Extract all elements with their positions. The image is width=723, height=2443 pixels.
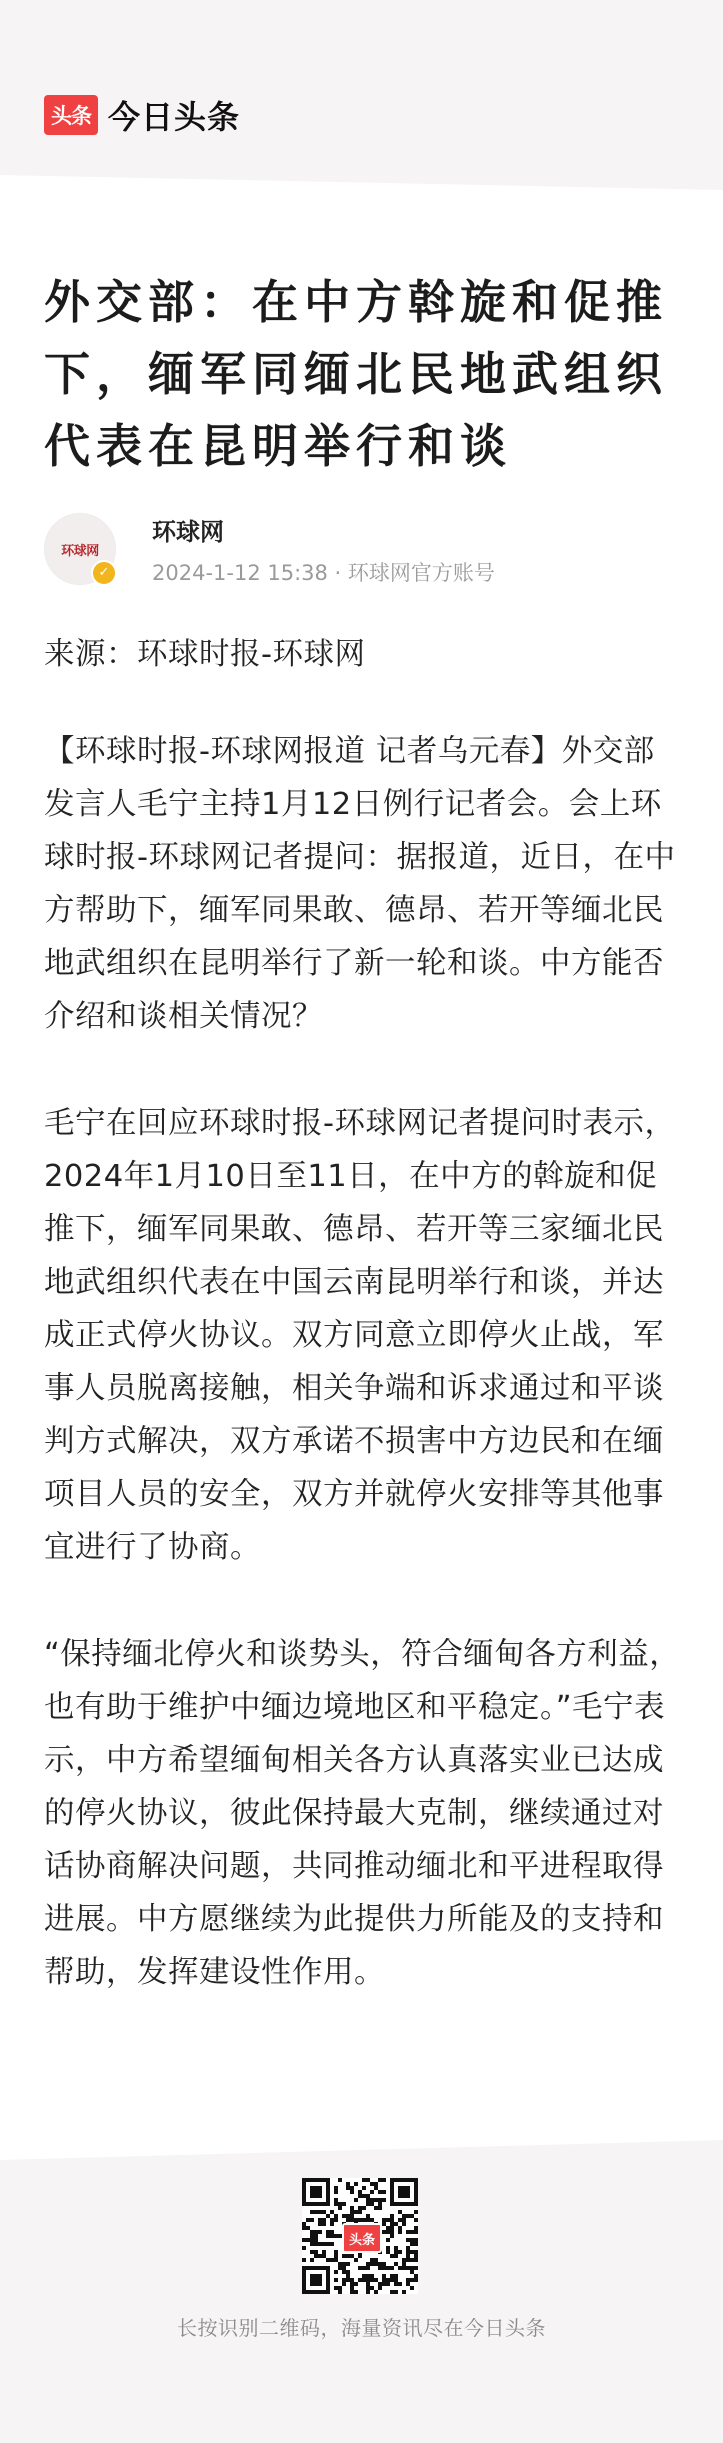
qr-toutiao-logo-icon: 头条 <box>342 2223 382 2253</box>
avatar-logo-text: 环球网 <box>61 543 99 559</box>
article-paragraph: 【环球时报-环球网报道 记者乌元春】外交部发言人毛宁主持1月12日例行记者会。会上环球时报-环球网记者提问：据报道，近日，在中方帮助下，缅军同果敢、德昂、若开等缅北民地武组织在昆明举行了新一轮和谈。中方能否介绍和谈相关情况？ <box>44 734 676 1034</box>
author-name[interactable]: 环球网 <box>152 517 224 546</box>
publish-meta: 2024-1-12 15:38 · 环球网官方账号 <box>152 560 495 585</box>
brand-name: 今日头条 <box>108 98 241 136</box>
article-title: 外交部：在中方斡旋和促推下，缅军同缅北民地武组织代表在昆明举行和谈 <box>44 275 668 473</box>
article-paragraph: “保持缅北停火和谈势头，符合缅甸各方利益，也有助于维护中缅边境地区和平稳定。”毛宁表示，中方希望缅甸相关各方认真落实业已达成的停火协议，彼此保持最大克制，继续通过对话协商解决问题，共同推动缅北和平进程取得进展。中方愿继续为此提供力所能及的支持和帮助，发挥建设性作用。 <box>44 1637 681 1990</box>
avatar[interactable] <box>44 513 116 585</box>
toutiao-logo-icon: 头条 <box>44 95 98 135</box>
verified-badge-icon: ✓ <box>91 560 117 586</box>
qr-code[interactable] <box>302 2178 418 2294</box>
footer-caption: 长按识别二维码，海量资讯尽在今日头条 <box>177 2316 546 2340</box>
author-row[interactable] <box>44 513 495 585</box>
brand[interactable] <box>44 92 240 138</box>
article-paragraph: 毛宁在回应环球时报-环球网记者提问时表示，2024年1月10日至11日，在中方的斡旋和促推下，缅军同果敢、德昂、若开等三家缅北民地武组织代表在中国云南昆明举行和谈，并达成正式停火协议。双方同意立即停火止战，军事人员脱离接触，相关争端和诉求通过和平谈判方式解决，双方承诺不损害中方边民和在缅项目人员的安全，双方并就停火安排等其他事宜进行了协商。 <box>44 1106 676 1565</box>
article-body <box>44 628 684 2053</box>
author-info <box>152 512 495 587</box>
article-source: 来源：环球时报-环球网 <box>44 637 366 672</box>
